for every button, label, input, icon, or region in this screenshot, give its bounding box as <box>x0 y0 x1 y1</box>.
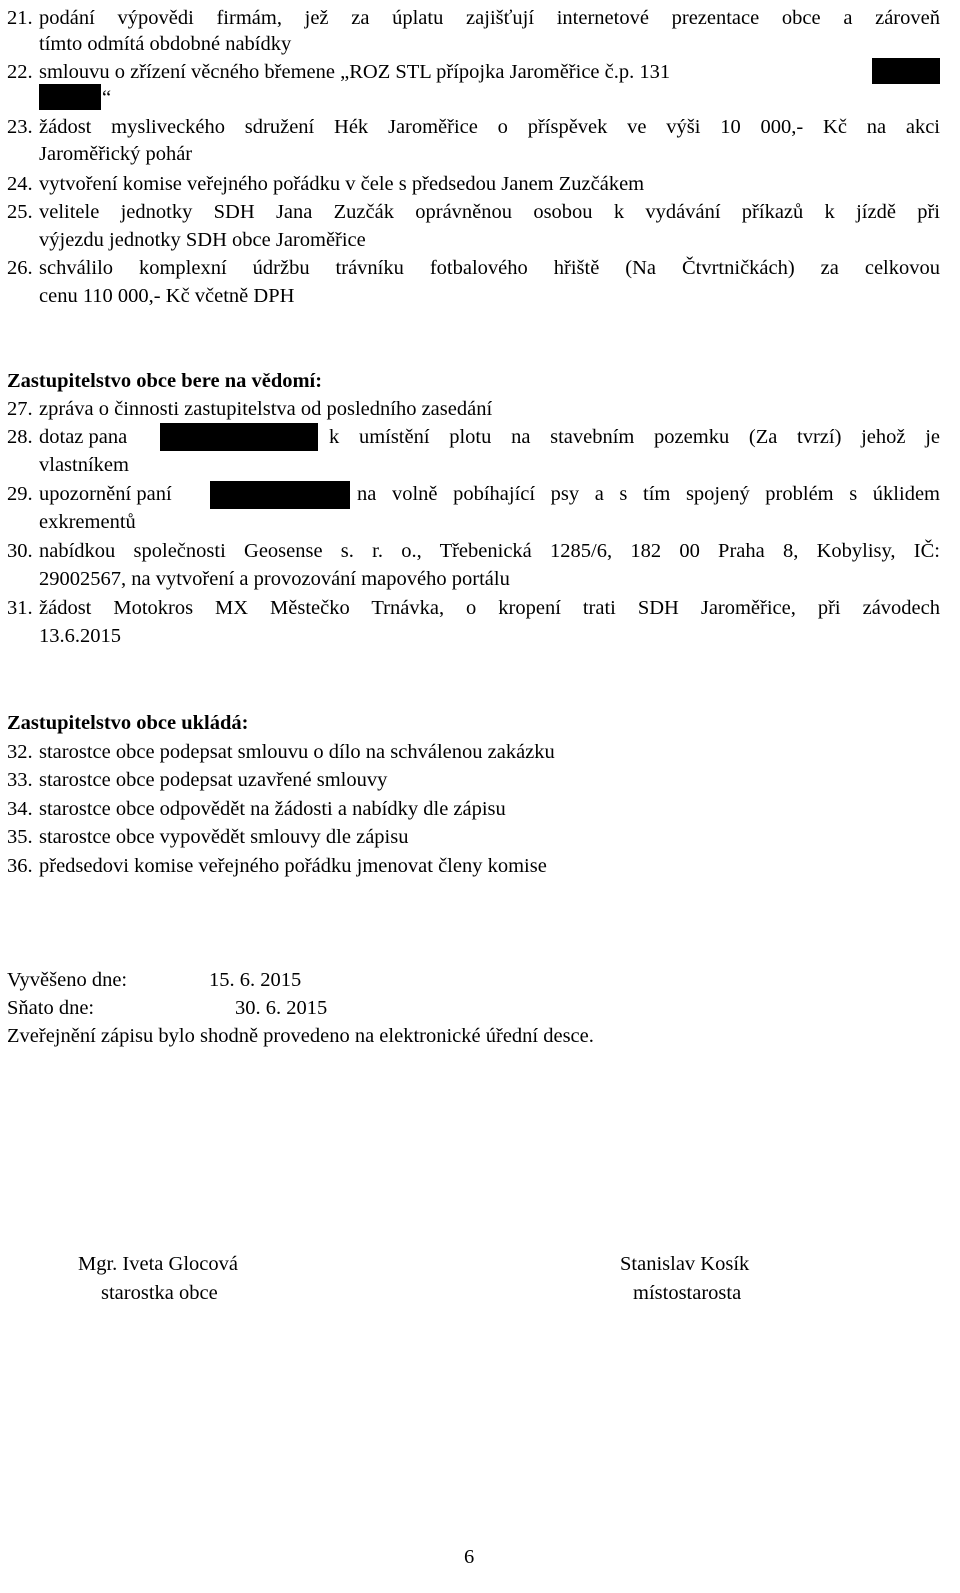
signature-right-name: Stanislav Kosík <box>620 1253 750 1275</box>
item-29-line2: exkrementů <box>39 511 136 533</box>
redaction-box <box>872 58 940 84</box>
signature-left-name: Mgr. Iveta Glocová <box>78 1253 238 1275</box>
item-31-line2: 13.6.2015 <box>39 625 121 647</box>
item-27-number: 27. <box>7 398 33 420</box>
item-32-number: 32. <box>7 741 33 763</box>
item-21-number: 21. <box>7 7 33 29</box>
item-30-line2: 29002567, na vytvoření a provozování mapového portálu <box>39 568 510 590</box>
item-22-closing-quote: “ <box>102 87 112 109</box>
item-29-line1-start: upozornění paní <box>39 483 172 505</box>
redaction-box <box>160 423 318 451</box>
item-25-line2: výjezdu jednotky SDH obce Jaroměřice <box>39 229 366 251</box>
item-28-number: 28. <box>7 426 33 448</box>
posted-date: 15. 6. 2015 <box>209 969 302 991</box>
item-36-number: 36. <box>7 855 33 877</box>
section-heading-orders: Zastupitelstvo obce ukládá: <box>7 712 249 734</box>
item-26-line1: schválilo komplexní údržbu trávníku fotbalového hřiště (Na Čtvrtničkách) za celkovou <box>39 257 940 279</box>
item-29-line1-end: na volně pobíhající psy a s tím spojený problém s úklidem <box>357 483 940 505</box>
item-21-line2: tímto odmítá obdobné nabídky <box>39 33 292 55</box>
item-26-number: 26. <box>7 257 33 279</box>
item-22-line1: smlouvu o zřízení věcného břemene „ROZ STL přípojka Jaroměřice č.p. 131 <box>39 61 671 83</box>
item-36-line1: předsedovi komise veřejného pořádku jmenovat členy komise <box>39 855 547 877</box>
item-33-line1: starostce obce podepsat uzavřené smlouvy <box>39 769 388 791</box>
redaction-box <box>39 84 101 110</box>
item-32-line1: starostce obce podepsat smlouvu o dílo na schválenou zakázku <box>39 741 555 763</box>
item-23-number: 23. <box>7 116 33 138</box>
removed-label: Sňato dne: <box>7 997 95 1019</box>
page-number: 6 <box>464 1546 475 1568</box>
signature-left-role: starostka obce <box>101 1282 218 1304</box>
item-29-number: 29. <box>7 483 33 505</box>
item-30-number: 30. <box>7 540 33 562</box>
publication-note: Zveřejnění zápisu bylo shodně provedeno na elektronické úřední desce. <box>7 1025 594 1047</box>
item-24-number: 24. <box>7 173 33 195</box>
item-21-line1: podání výpovědi firmám, jež za úplatu zajišťují internetové prezentace obce a zároveň <box>39 7 940 29</box>
item-28-line1-end: k umístění plotu na stavebním pozemku (Za tvrzí) jehož je <box>329 426 940 448</box>
section-heading-notes: Zastupitelstvo obce bere na vědomí: <box>7 370 323 392</box>
item-31-number: 31. <box>7 597 33 619</box>
item-23-line2: Jaroměřický pohár <box>39 143 193 165</box>
posted-label: Vyvěšeno dne: <box>7 969 128 991</box>
item-26-line2: cenu 110 000,- Kč včetně DPH <box>39 285 295 307</box>
item-35-line1: starostce obce vypovědět smlouvy dle zápisu <box>39 826 409 848</box>
item-34-number: 34. <box>7 798 33 820</box>
item-33-number: 33. <box>7 769 33 791</box>
item-34-line1: starostce obce odpovědět na žádosti a nabídky dle zápisu <box>39 798 506 820</box>
item-25-number: 25. <box>7 201 33 223</box>
item-28-line2: vlastníkem <box>39 454 129 476</box>
item-35-number: 35. <box>7 826 33 848</box>
redaction-box <box>210 481 350 509</box>
item-27-line1: zpráva o činnosti zastupitelstva od posledního zasedání <box>39 398 493 420</box>
item-31-line1: žádost Motokros MX Městečko Trnávka, o kropení trati SDH Jaroměřice, při závodech <box>39 597 940 619</box>
item-22-number: 22. <box>7 61 33 83</box>
item-30-line1: nabídkou společnosti Geosense s. r. o., Třebenická 1285/6, 182 00 Praha 8, Kobylisy, IČ: <box>39 540 940 562</box>
signature-right-role: místostarosta <box>633 1282 742 1304</box>
item-24-line1: vytvoření komise veřejného pořádku v čele s předsedou Janem Zuzčákem <box>39 173 645 195</box>
item-25-line1: velitele jednotky SDH Jana Zuzčák oprávněnou osobou k vydávání příkazů k jízdě při <box>39 201 940 223</box>
item-28-line1-start: dotaz pana <box>39 426 128 448</box>
removed-date: 30. 6. 2015 <box>235 997 328 1019</box>
item-23-line1: žádost mysliveckého sdružení Hék Jaroměřice o příspěvek ve výši 10 000,- Kč na akci <box>39 116 940 138</box>
